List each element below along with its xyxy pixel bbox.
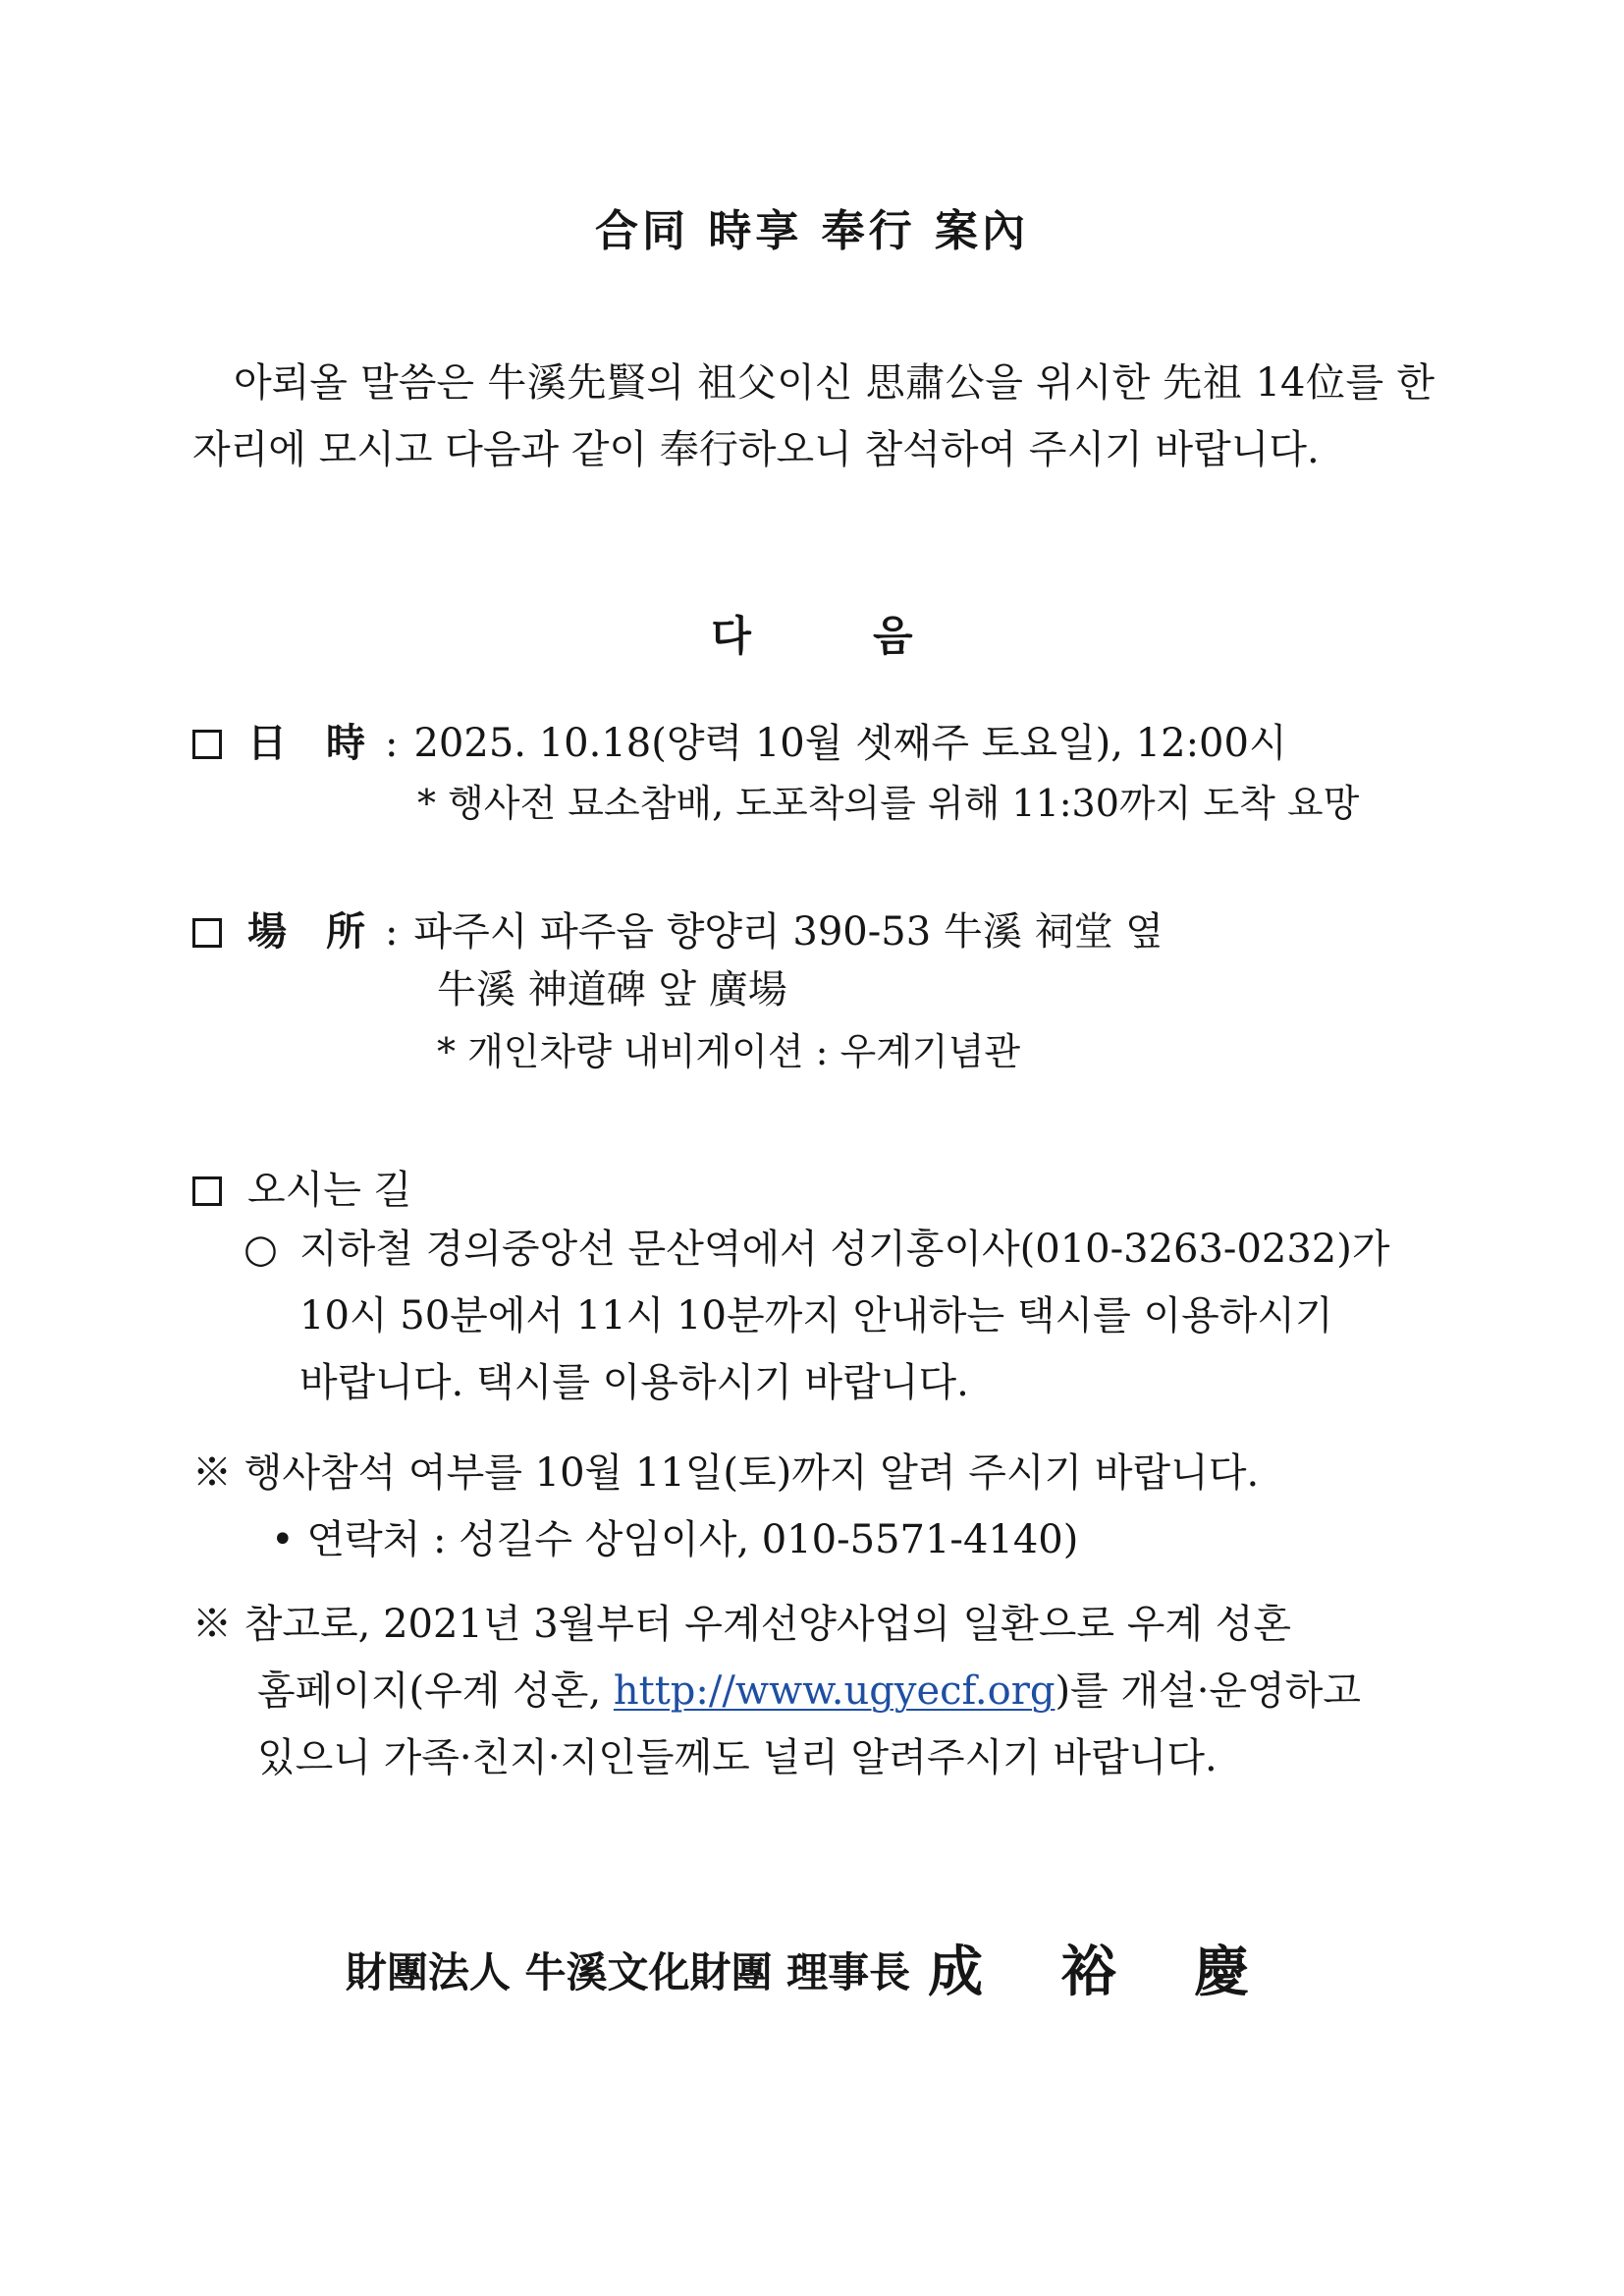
page-title: 合同 時享 奉行 案內 (595, 206, 1029, 256)
datetime-row (192, 720, 1287, 766)
signature (0, 1940, 1624, 2004)
place-colon: : (385, 909, 399, 955)
notice-1 (192, 1450, 1260, 1496)
signature-org: 財團法人 牛溪文化財團 理事長 (345, 1948, 911, 1996)
notice-1-text: 행사참석 여부를 10월 11일(토)까지 알려 주시기 바랍니다. (244, 1450, 1260, 1496)
reference-mark-icon: ※ (192, 1602, 232, 1647)
next-heading (0, 612, 1624, 660)
datetime-value: 2025. 10.18(양력 10월 셋째주 토요일), 12:00시 (413, 721, 1287, 766)
datetime-note: * 행사전 묘소참배, 도포착의를 위해 11:30까지 도착 요망 (417, 782, 1360, 825)
contact-bullet-icon: • (271, 1517, 295, 1562)
notice-2 (192, 1602, 1292, 1647)
reference-mark-icon: ※ (192, 1450, 232, 1496)
intro-paragraph: 아뢰올 말씀은 牛溪先賢의 祖父이신 思肅公을 위시한 先祖 14位를 한자리에 모시고 다음과 같이 奉行하오니 참석하여 주시기 바랍니다. (192, 360, 1435, 472)
next-heading-char-2: 음 (873, 612, 913, 660)
notice-2-line-2-before: 홈페이지(우계 성혼, (257, 1668, 614, 1714)
checkbox-square-icon (192, 730, 222, 759)
next-heading-char-1: 다 (711, 612, 751, 660)
homepage-link[interactable]: http://www.ugyecf.org (613, 1668, 1056, 1714)
checkbox-square-icon (192, 1176, 222, 1206)
contact-text: 연락처 : 성길수 상임이사, 010-5571-4140) (306, 1517, 1079, 1562)
notice-2-line-1: 참고로, 2021년 3월부터 우계선양사업의 일환으로 우계 성혼 (244, 1602, 1292, 1647)
directions-row (192, 1168, 412, 1213)
directions-line-1: 지하철 경의중앙선 문산역에서 성기홍이사(010-3263-0232)가 (299, 1227, 1390, 1272)
directions-bullet-icon: ○ (244, 1227, 278, 1272)
datetime-label: 日 時 (247, 720, 365, 766)
directions-label: 오시는 길 (247, 1168, 412, 1213)
place-note: * 개인차량 내비게이션 : 우계기념관 (437, 1030, 1021, 1073)
notice-2-line-3: 있으니 가족·친지·지인들께도 널리 알려주시기 바랍니다. (257, 1735, 1218, 1780)
signature-name: 成 裕 慶 (928, 1940, 1279, 2004)
place-line-1: 파주시 파주읍 향양리 390-53 牛溪 祠堂 옆 (413, 909, 1164, 955)
place-label: 場 所 (247, 908, 365, 955)
contact-row (271, 1517, 1079, 1562)
directions-line-3: 바랍니다. 택시를 이용하시기 바랍니다. (299, 1360, 969, 1405)
place-line-2: 牛溪 神道碑 앞 廣場 (437, 967, 787, 1012)
directions-line-2: 10시 50분에서 11시 10분까지 안내하는 택시를 이용하시기 (299, 1293, 1333, 1339)
datetime-colon: : (385, 721, 399, 766)
notice-2-line-2-after: )를 개설·운영하고 (1055, 1668, 1361, 1714)
notice-2-line-2 (257, 1668, 1361, 1714)
place-row (192, 908, 1164, 955)
checkbox-square-icon (192, 918, 222, 948)
